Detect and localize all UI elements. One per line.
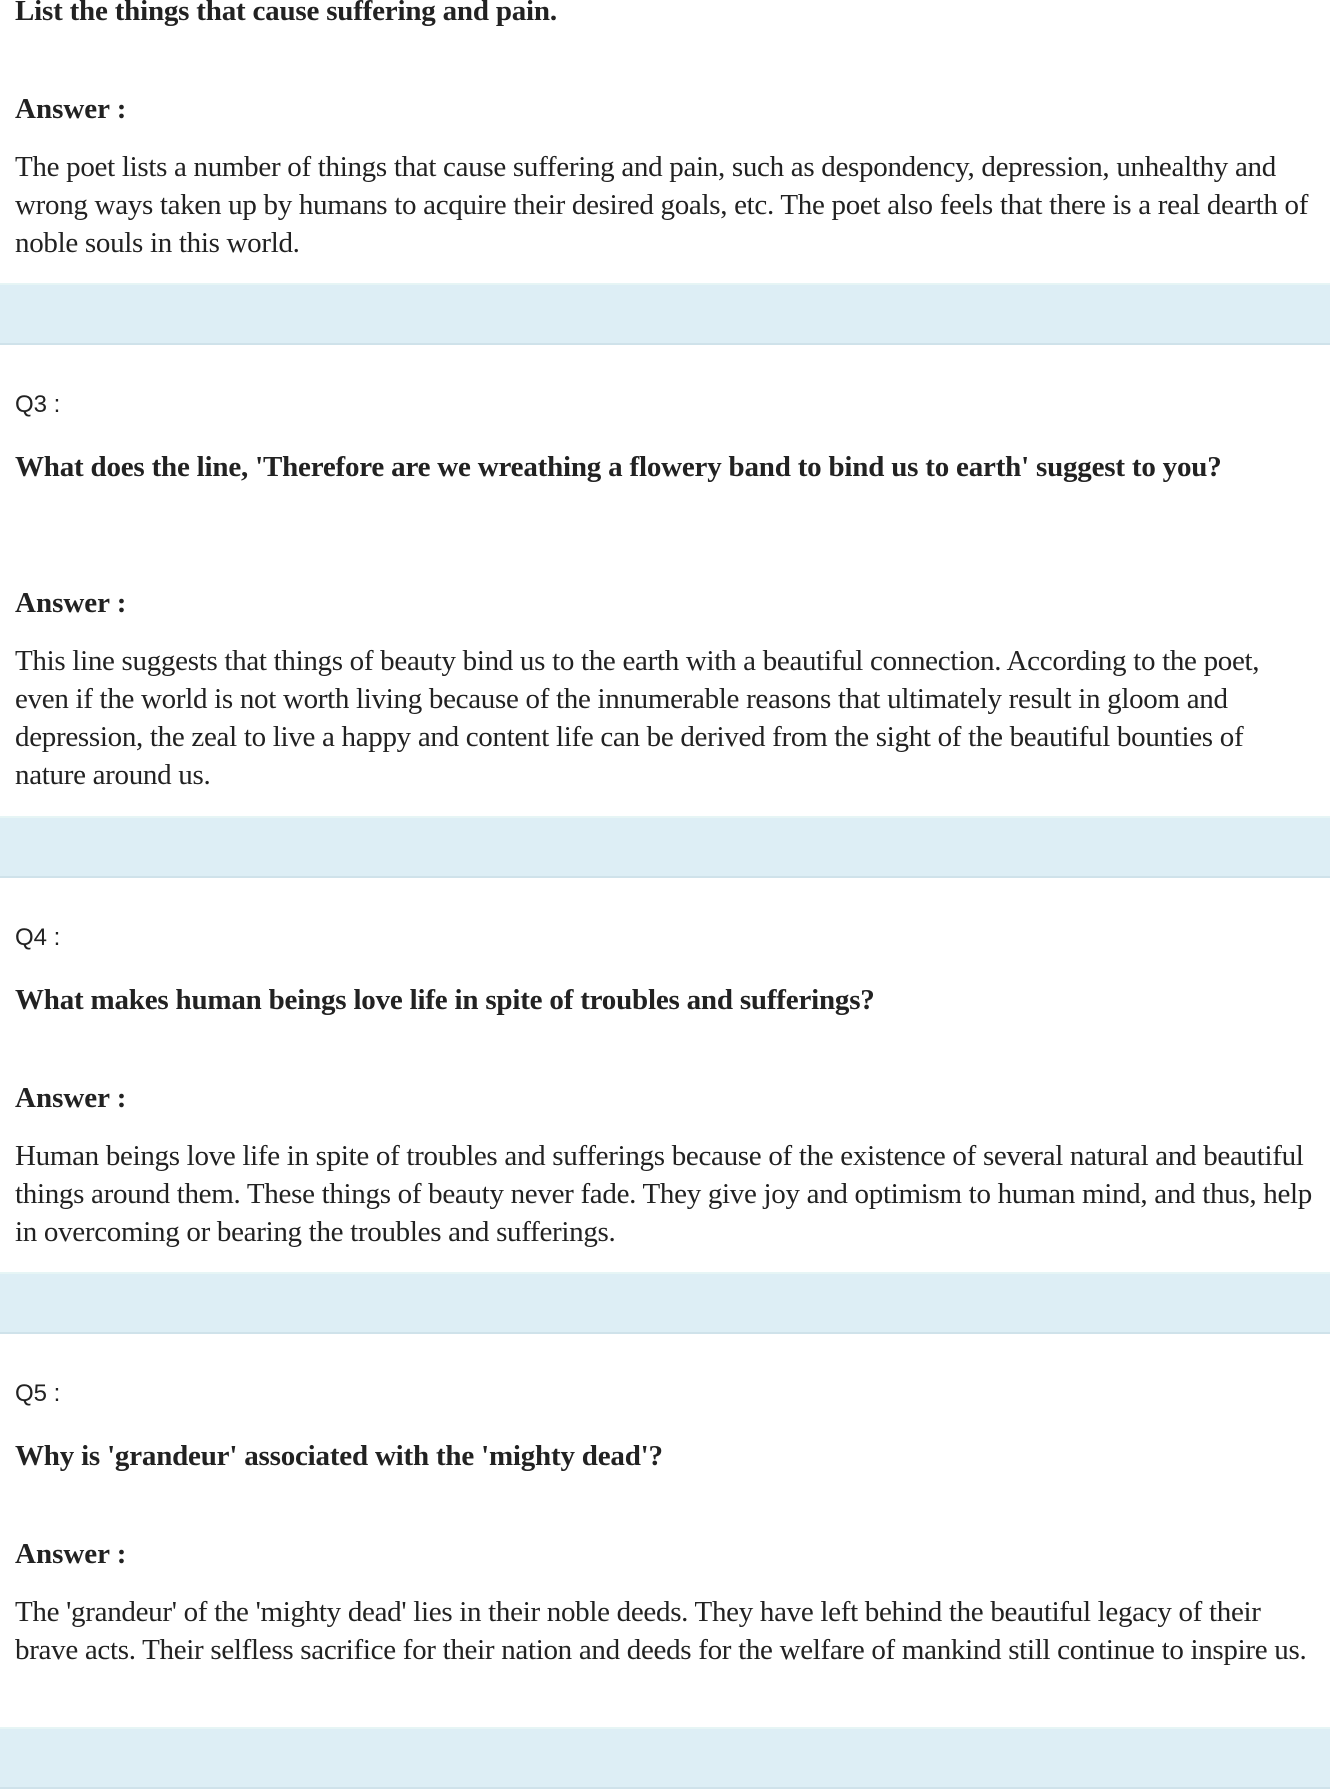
section-separator [0,283,1330,345]
question-text: What makes human beings love life in spite of troubles and sufferings? [15,984,875,1016]
answer-label: Answer : [15,1538,127,1570]
question-number: Q4 : [15,924,61,951]
answer-text: Human beings love life in spite of troubles and sufferings because of the existence of several natural and beautiful things around them. These things of beauty never fade. They give joy and optimism to human mind, and thus, help in overcoming or bearing the troubles and sufferings. [15,1140,1312,1248]
question-text: List the things that cause suffering and pain. [15,0,557,27]
section-separator [0,816,1330,878]
answer-label: Answer : [15,93,127,125]
answer-text: The poet lists a number of things that cause suffering and pain, such as despondency, depression, unhealthy and wrong ways taken up by humans to acquire their desired goals, etc. The poet also feels that there is a real dearth of noble souls in this world. [15,151,1309,259]
answer-text: This line suggests that things of beauty bind us to the earth with a beautiful connection. According to the poet, even if the world is not worth living because of the innumerable reasons that ultimately result in gloom and depression, the zeal to live a happy and content life can be derived from the sight of the beautiful bounties of nature around us. [15,645,1260,791]
question-text: What does the line, 'Therefore are we wreathing a flowery band to bind us to earth' suggest to you? [15,451,1222,483]
section-separator [0,1272,1330,1334]
answer-text: The 'grandeur' of the 'mighty dead' lies in their noble deeds. They have left behind the beautiful legacy of their brave acts. Their selfless sacrifice for their nation and deeds for the welfare of mankind still continue to inspire us. [15,1596,1307,1666]
question-number: Q5 : [15,1380,61,1407]
answer-label: Answer : [15,1082,127,1114]
question-number: Q3 : [15,391,61,418]
question-text: Why is 'grandeur' associated with the 'mighty dead'? [15,1440,663,1472]
section-separator [0,1727,1330,1789]
answer-label: Answer : [15,587,127,619]
